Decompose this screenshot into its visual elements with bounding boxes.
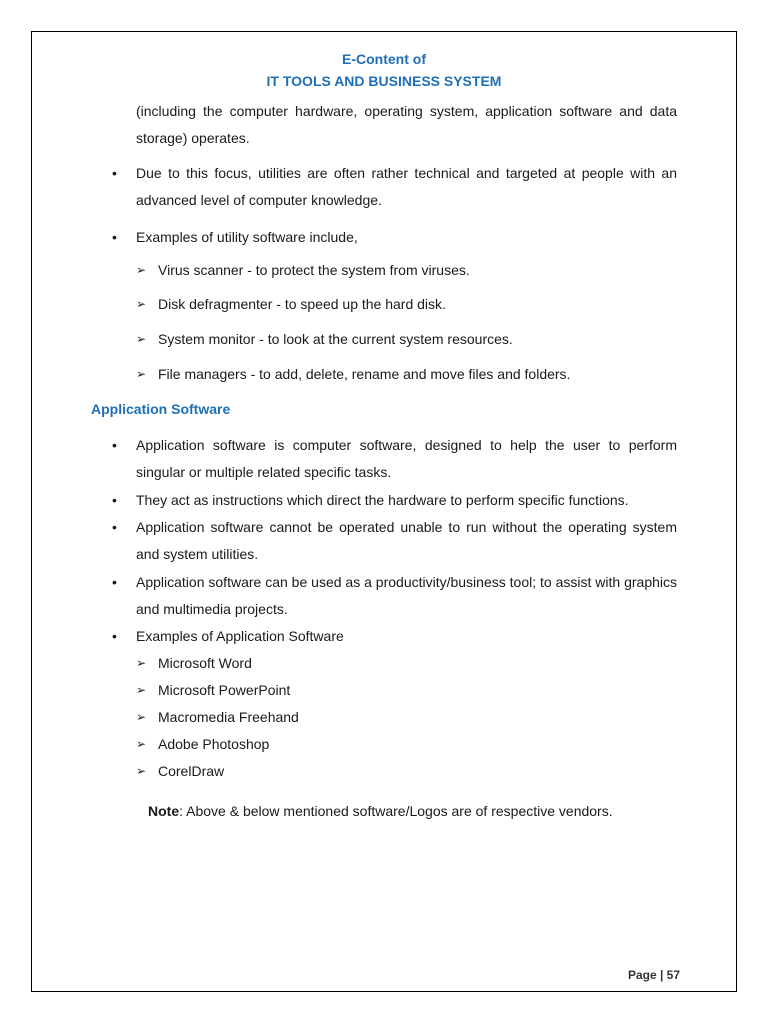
utility-example-1: Virus scanner - to protect the system from viruses. [158,262,470,278]
note-line [148,803,613,819]
note-label: Note [148,803,180,819]
header-line-1: E-Content of [342,51,426,67]
bullet-icon: • [112,574,117,590]
bullet-icon: • [112,437,117,453]
bullet-icon: • [112,165,117,181]
bullet-icon: • [112,628,117,644]
application-example-3: Macromedia Freehand [158,709,299,725]
arrow-bullet-icon: ➢ [136,367,147,381]
application-bullet-5: Examples of Application Software [136,628,344,644]
arrow-bullet-icon: ➢ [136,764,147,778]
note-text: : Above & below mentioned software/Logos are of respective vendors. [179,803,613,819]
application-bullet-3: Application software cannot be operated unable to run without the operating system and system utilities. [136,519,677,562]
application-example-4: Adobe Photoshop [158,736,270,752]
section-heading-application-software: Application Software [91,401,231,417]
arrow-bullet-icon: ➢ [136,332,147,346]
application-example-2: Microsoft PowerPoint [158,682,291,698]
utility-example-2: Disk defragmenter - to speed up the hard disk. [158,296,446,312]
utility-bullet-1: Due to this focus, utilities are often rather technical and targeted at people with an advanced level of computer knowledge. [136,165,677,208]
utility-example-4: File managers - to add, delete, rename and move files and folders. [158,366,571,382]
arrow-bullet-icon: ➢ [136,683,147,697]
arrow-bullet-icon: ➢ [136,737,147,751]
arrow-bullet-icon: ➢ [136,263,147,277]
utility-example-3: System monitor - to look at the current system resources. [158,331,513,347]
utility-bullet-2: Examples of utility software include, [136,229,358,245]
application-bullet-4: Application software can be used as a productivity/business tool; to assist with graphics and multimedia projects. [136,574,677,617]
application-bullet-1: Application software is computer software, designed to help the user to perform singular or multiple related specific tasks. [136,437,677,480]
bullet-icon: • [112,519,117,535]
arrow-bullet-icon: ➢ [136,710,147,724]
application-example-1: Microsoft Word [158,655,252,671]
application-example-5: CorelDraw [158,763,225,779]
header-title: IT TOOLS AND BUSINESS SYSTEM [266,73,502,89]
application-bullet-2: They act as instructions which direct the hardware to perform specific functions. [136,492,629,508]
arrow-bullet-icon: ➢ [136,297,147,311]
continuation-paragraph: (including the computer hardware, operating system, application software and data storage) operates. [136,103,677,146]
bullet-icon: • [112,229,117,245]
page-number: Page | 57 [627,968,680,982]
bullet-icon: • [112,492,117,508]
arrow-bullet-icon: ➢ [136,656,147,670]
